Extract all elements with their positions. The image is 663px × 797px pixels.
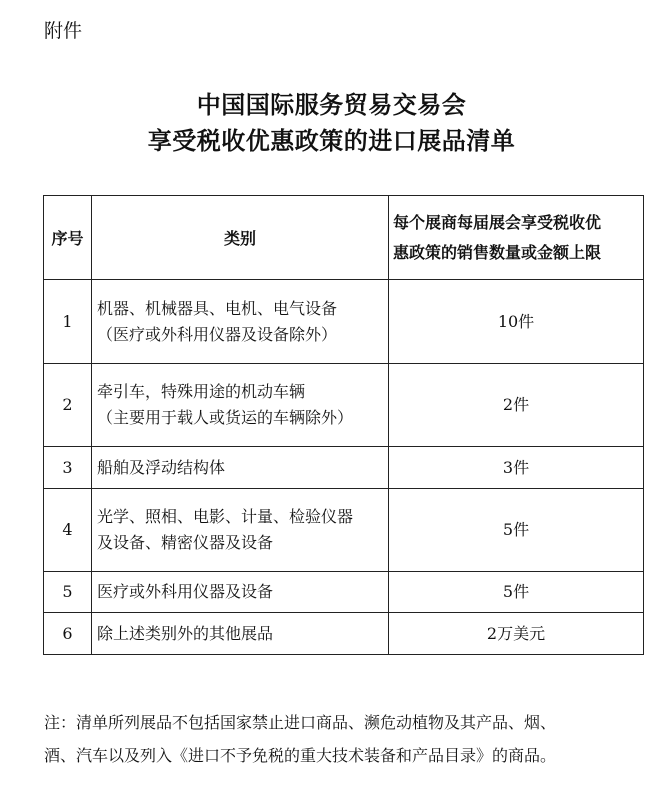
- footnote-line-2: 酒、汽车以及列入《进口不予免税的重大技术装备和产品目录》的商品。: [44, 746, 557, 765]
- header-category: 类别: [92, 196, 389, 280]
- row-seq: 5: [44, 572, 92, 613]
- row-category: [92, 489, 389, 572]
- table-row: [44, 489, 644, 572]
- exhibit-list-table: [43, 195, 644, 655]
- row-seq: 2: [44, 364, 92, 447]
- table-row: [44, 364, 644, 447]
- row-category-line-2: （主要用于载人或货运的车辆除外）: [97, 408, 354, 427]
- table-row: [44, 447, 644, 489]
- document-title: [0, 87, 663, 159]
- row-category: [92, 280, 389, 364]
- row-limit: 5件: [389, 489, 644, 572]
- row-category: [92, 364, 389, 447]
- title-line-2: 享受税收优惠政策的进口展品清单: [147, 126, 516, 155]
- row-limit: 2万美元: [389, 613, 644, 655]
- row-category-line-2: （医疗或外科用仪器及设备除外）: [97, 324, 338, 344]
- title-line-1: 中国国际服务贸易交易会: [196, 90, 467, 119]
- row-category: [92, 613, 389, 655]
- row-category-line-1: 船舶及浮动结构体: [97, 457, 226, 477]
- row-seq: 4: [44, 489, 92, 572]
- footnote-line-1: 注：清单所列展品不包括国家禁止进口商品、濒危动植物及其产品、烟、: [44, 713, 557, 732]
- footnote: [44, 706, 644, 772]
- table-row: [44, 280, 644, 364]
- header-limit-line-2: 惠政策的销售数量或金额上限: [393, 242, 602, 262]
- table-row: [44, 613, 644, 655]
- row-category-line-2: 及设备、精密仪器及设备: [97, 533, 274, 552]
- header-limit-line-1: 每个展商每届展会享受税收优: [393, 212, 602, 232]
- row-seq: 3: [44, 447, 92, 489]
- row-seq: 6: [44, 613, 92, 655]
- header-seq: 序号: [44, 196, 92, 280]
- row-limit: 2件: [389, 364, 644, 447]
- row-category-line-1: 除上述类别外的其他展品: [97, 623, 274, 643]
- table-header-row: [44, 196, 644, 280]
- header-limit: [389, 196, 644, 280]
- attachment-label: 附件: [44, 20, 83, 42]
- row-limit: 3件: [389, 447, 644, 489]
- row-category-line-1: 机器、机械器具、电机、电气设备: [97, 298, 338, 318]
- row-category-line-1: 牵引车，特殊用途的机动车辆: [97, 382, 306, 401]
- row-category-line-1: 医疗或外科用仪器及设备: [97, 582, 274, 601]
- row-limit: 5件: [389, 572, 644, 613]
- row-seq: 1: [44, 280, 92, 364]
- row-limit: 10件: [389, 280, 644, 364]
- row-category: [92, 447, 389, 489]
- row-category-line-1: 光学、照相、电影、计量、检验仪器: [97, 507, 354, 526]
- row-category: [92, 572, 389, 613]
- table-row: [44, 572, 644, 613]
